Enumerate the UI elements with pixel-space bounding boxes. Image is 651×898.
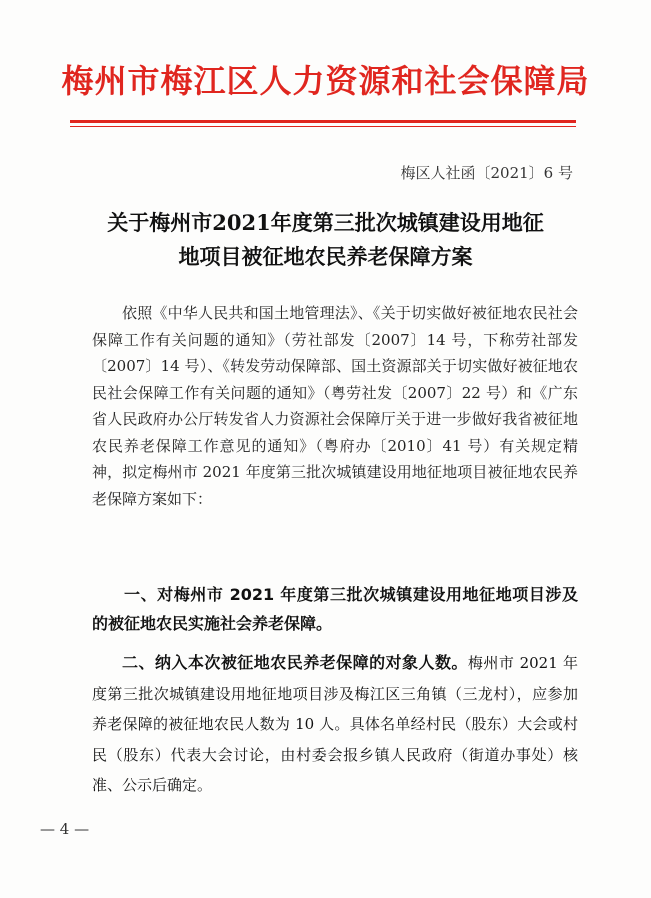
document-title-line-2: 地项目被征地农民养老保障方案 [178, 244, 473, 269]
section-2-body: 梅州市 2021 年度第三批次城镇建设用地征地项目涉及梅江区三角镇（三龙村），应参加养老保障的被征地农民人数为 10 人。具体名单经村民（股东）大会或村民（股东）代表大会讨论，由村委会报乡镇人民政府（街道办事处）核准、公示后确定。 [92, 654, 578, 794]
header-red-rule-thin [70, 126, 576, 127]
agency-header: 梅州市梅江区人力资源和社会保障局 [61, 62, 590, 100]
section-2 [92, 648, 578, 801]
section-1-text: 一、对梅州市 2021 年度第三批次城镇建设用地征地项目涉及的被征地农民实施社会养老保障。 [92, 585, 578, 633]
intro-paragraph-block [92, 300, 578, 512]
intro-paragraph: 依照《中华人民共和国土地管理法》、《关于切实做好被征地农民社会保障工作有关问题的通知》（劳社部发〔2007〕14 号，下称劳社部发〔2007〕14 号）、《转发劳动保障部、国土资源部关于切实做好被征地农民社会保障工作有关问题的通知》（粤劳社发〔2007〕22 号）和《广东省人民政府办公厅转发省人力资源社会保障厅关于进一步做好我省被征地农民养老保障工作意见的通知》（粤府办〔2010〕41 号）有关规定精神，拟定梅州市 2021 年度第三批次城镇建设用地征地项目被征地农民养老保障方案如下： [92, 304, 578, 508]
document-title-line-1: 关于梅州市2021年度第三批次城镇建设用地征 [107, 210, 544, 235]
document-number: 梅区人社函〔2021〕6 号 [400, 164, 573, 182]
document-title [60, 206, 591, 274]
section-2-text [92, 648, 578, 801]
section-1 [92, 580, 578, 638]
header-red-rule-thick [70, 120, 576, 123]
section-2-heading: 二、纳入本次被征地农民养老保障的对象人数。 [122, 653, 468, 672]
page-number: — 4 — [40, 820, 90, 838]
